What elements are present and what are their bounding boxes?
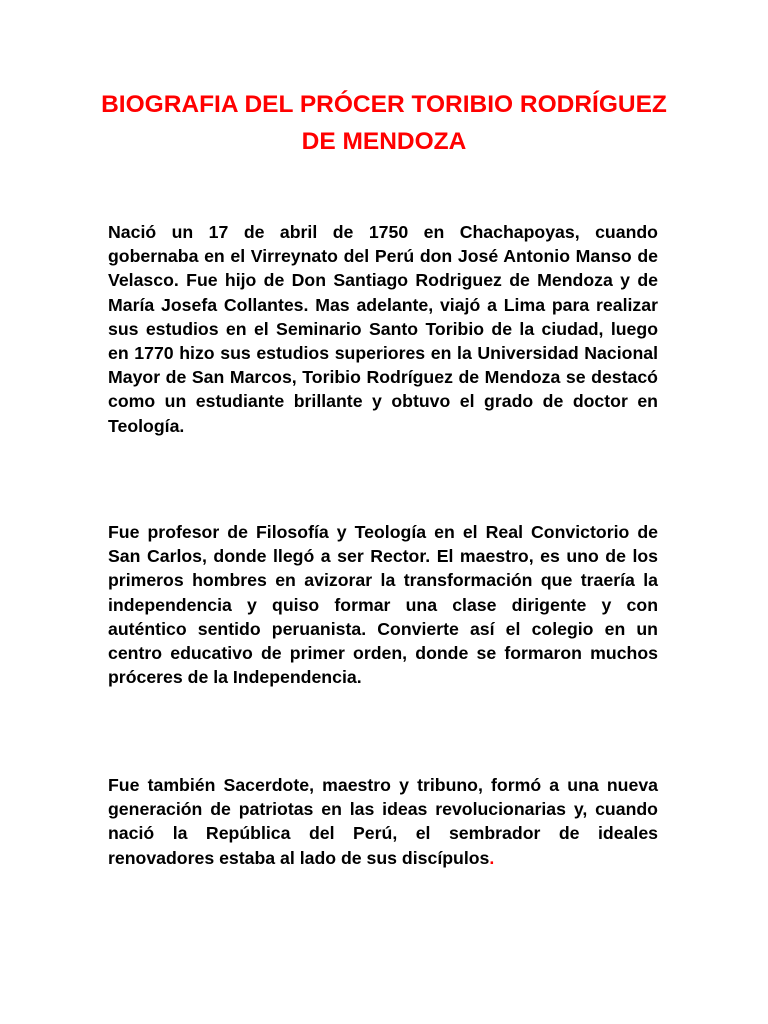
paragraph-priest-legacy bbox=[108, 773, 658, 870]
final-period: . bbox=[489, 847, 495, 868]
paragraph-teaching-career: Fue profesor de Filosofía y Teología en el Real Convictorio de San Carlos, donde llegó a ser Rector. El maestro, es uno de los primeros hombres en avizorar la transformación que traería la independencia y quiso formar una clase dirigente y con auténtico sentido peruanista. Convierte así el colegio en un centro educativo de primer orden, donde se formaron muchos próceres de la Independencia. bbox=[108, 522, 658, 688]
paragraph-birth-education: Nació un 17 de abril de 1750 en Chachapoyas, cuando gobernaba en el Virreynato del Perú don José Antonio Manso de Velasco. Fue hijo de Don Santiago Rodriguez de Mendoza y de María Josefa Collantes. Mas adelante, viajó a Lima para realizar sus estudios en el Seminario Santo Toribio de la ciudad, luego en 1770 hizo sus estudios superiores en la Universidad Nacional Mayor de San Marcos, Toribio Rodríguez de Mendoza se destacó como un estudiante brillante y obtuvo el grado de doctor en Teología. bbox=[108, 222, 658, 436]
paragraph-priest-legacy-text: Fue también Sacerdote, maestro y tribuno, formó a una nueva generación de patriotas en las ideas revolucionarias y, cuando nació la República del Perú, el sembrador de ideales renovadores estaba al lado de sus discípulos bbox=[108, 775, 658, 868]
document-title: BIOGRAFIA DEL PRÓCER TORIBIO RODRÍGUEZ DE MENDOZA bbox=[101, 91, 667, 155]
